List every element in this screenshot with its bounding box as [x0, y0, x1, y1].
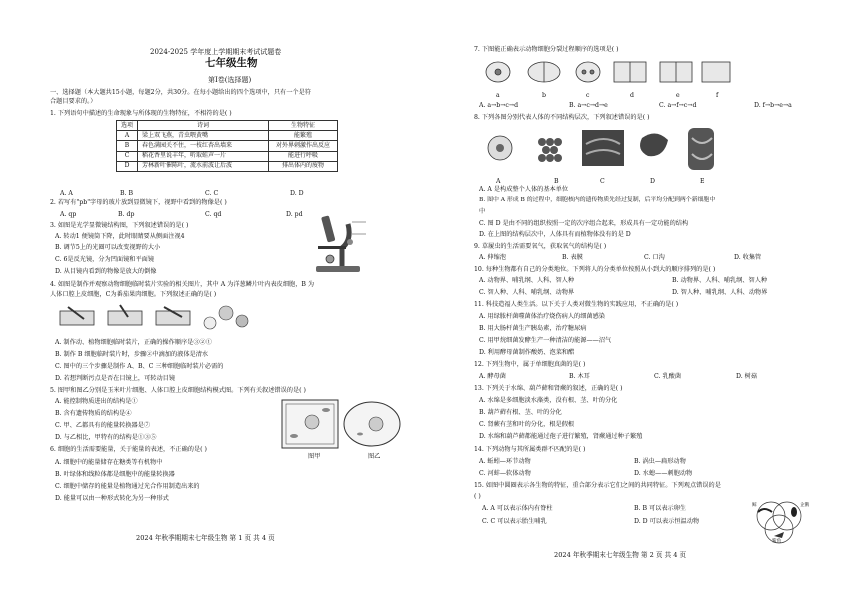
- q14-option-a: A. 蚯蚓—环节动物: [479, 458, 531, 465]
- subject-title: 七年级生物: [205, 57, 258, 69]
- table-cell: 梁上双飞燕，青虫喂黄嘴: [138, 131, 269, 141]
- q12-option-b: B. 木耳: [569, 373, 590, 380]
- q3-option-c: C. 6是反光镜，分为凹面镜和平面镜: [55, 256, 155, 263]
- q1-option-b: B. B: [120, 190, 134, 197]
- exam-year-title: 2024-2025 学年度上学期期末考试试题卷: [150, 48, 282, 56]
- q14-option-c: C. 河蚌—软体动物: [479, 470, 531, 477]
- q5-stem: 5. 图甲和图乙分别是玉米叶片细胞、人体口腔上皮细胞结构模式图。下列有关叙述错误的是( ): [50, 387, 306, 394]
- q5-option-a: A. 能控制物质进出的结构是①: [55, 398, 138, 405]
- q4-stem: 4. 如图是制作并观察动物细胞临时装片实验的相关图片，其中 A 为洋葱鳞片叶内表皮细胞，B 为: [50, 281, 315, 288]
- q15-stem: 15. 如图中圆圈表示各生物的特征，重合部分表示它们之间的共同特征。下列观点错误的是: [474, 482, 721, 489]
- q13-option-d: D. 水绵和葫芦藓都能通过孢子进行繁殖，肾蕨通过种子繁殖: [479, 433, 643, 440]
- table-cell: 对外界刺激作出反应: [269, 141, 338, 151]
- table-cell: B: [117, 141, 138, 151]
- q10-option-d: D. 智人种、哺乳纲、人科、动物界: [672, 289, 768, 296]
- table-cell: 春色满园关不住，一枝红杏出墙来: [138, 141, 269, 151]
- q7-stem: 7. 下图能正确表示动物细胞分裂过程顺序的选项是( ): [474, 46, 619, 53]
- q7-label-c: c: [586, 92, 590, 99]
- q11-option-a: A. 用绿脓杆菌噬菌体治疗烧伤病人的细菌感染: [479, 313, 605, 320]
- q9-stem: 9. 草履虫的生活需要氧气，获取氧气的结构是( ): [474, 243, 607, 250]
- q9-option-c: C. 口沟: [644, 254, 665, 261]
- table-row: [117, 151, 338, 161]
- q5-option-b: B. 含有遗传物质的结构是④: [55, 410, 132, 417]
- q4-stem-2: 人体口腔上皮细胞，C为番茄果肉细胞。下列叙述正确的是( ): [50, 291, 217, 298]
- q6-stem: 6. 细胞的生活需要能量，关于能量的表述，不正确的是( ): [50, 446, 207, 453]
- q7-label-a: a: [496, 92, 500, 99]
- q13-option-a: A. 水绵是多细胞淡水藻类，没有根、茎、叶的分化: [479, 397, 618, 404]
- table-cell: 选项: [117, 121, 138, 131]
- q4-option-d: D. 若想判断污点是否在目镜上，可转动目镜: [55, 375, 176, 382]
- q8-label-e: E: [700, 178, 705, 185]
- q13-stem: 13. 下列关于水绵、葫芦藓和肾蕨的叙述，正确的是( ): [474, 385, 623, 392]
- q1-table: [116, 120, 338, 172]
- q10-stem: 10. 每种生物都有自己的分类地位。下列将人的分类单位按照从小到大的顺序排列的是( ): [474, 266, 716, 273]
- q14-stem: 14. 下列动物与其所属类群不匹配的是( ): [474, 446, 586, 453]
- q7-option-a: A. a→b→c→d: [479, 102, 519, 109]
- q4-option-c: C. 图中的三个步骤是制作 A、B、C 三种细胞临时装片必需的: [55, 363, 224, 370]
- q4-option-a: A. 制作动、植物细胞临时装片，正确的操作顺序是③②①: [55, 339, 212, 346]
- q8-option-c: C. 图 D 是由不同的组织按照一定的次序组合起来，形成具有一定功能的结构: [479, 220, 689, 227]
- q7-option-b: B. a→c→d→e: [569, 102, 608, 109]
- table-cell: 稻花香里说丰年，听取蛙声一片: [138, 151, 269, 161]
- q15-option-c: C. C 可以表示胎生哺乳: [482, 518, 547, 525]
- q12-option-c: C. 乳酸菌: [654, 373, 682, 380]
- q14-option-d: D. 水螅——刺胞动物: [634, 470, 693, 477]
- q3-option-d: D. 从目镜内看到的物像是放大的倒像: [55, 268, 157, 275]
- slide-steps-figure: [58, 303, 258, 331]
- q13-option-c: C. 肾蕨有茎和叶的分化，根是假根: [479, 421, 575, 428]
- table-cell: D: [117, 161, 138, 171]
- q6-option-a: A. 细胞中的能量储存在糖类等有机物中: [55, 459, 163, 466]
- q12-option-a: A. 酵母菌: [479, 373, 506, 380]
- section-instruction-2: 合题目要求的。）: [50, 98, 97, 105]
- q3-stem: 3. 如图是光学显微镜结构图，下列叙述错误的是( ): [50, 222, 189, 229]
- q15-option-b: B. B 可以表示卵生: [634, 505, 687, 512]
- table-cell: 能进行呼吸: [269, 151, 338, 161]
- table-cell: 诗词: [138, 121, 269, 131]
- q7-label-d: d: [630, 92, 634, 99]
- table-cell: A: [117, 131, 138, 141]
- q2-option-a: A. qp: [60, 211, 77, 218]
- q7-label-b: b: [542, 92, 546, 99]
- q2-option-c: C. qd: [205, 211, 222, 218]
- q6-option-d: D. 能量可以由一种形式转化为另一种形式: [55, 495, 169, 502]
- q8-label-b: B: [554, 178, 559, 185]
- q15-stem-2: ( ): [474, 493, 481, 500]
- q7-option-c: C. a→f→c→d: [659, 102, 697, 109]
- fig-label-jia: 图甲: [308, 453, 321, 460]
- page-footer-1: 2024 年秋季期期末七年级生物 第 1 页 共 4 页: [136, 534, 275, 542]
- q1-option-c: C. C: [205, 190, 219, 197]
- table-cell: 排出体内的废物: [269, 161, 338, 171]
- q7-label-e: e: [676, 92, 680, 99]
- q6-option-c: C. 细胞中储存的能量是植物通过光合作用制造出来的: [55, 483, 200, 490]
- venn-label-penguin: 企鹅: [800, 503, 810, 508]
- q7-option-d: D. f→b→e→a: [754, 102, 792, 109]
- q8-option-a: A. A 是构成整个人体的基本单位: [479, 186, 569, 193]
- table-cell: C: [117, 151, 138, 161]
- q10-option-a: A. 动物界、哺乳纲、人科、智人种: [479, 277, 575, 284]
- cell-diagram-figure: [278, 396, 408, 460]
- q11-option-d: D. 利用酵母菌制作酸奶、泡菜和醋: [479, 349, 575, 356]
- q11-stem: 11. 科技造福人类生活。以下关于人类对微生物的实践应用，不正确的是( ): [474, 301, 679, 308]
- q15-option-d: D. D 可以表示恒温动物: [634, 518, 700, 525]
- q6-option-b: B. 叶绿体和线粒体都是细胞中的能量转换器: [55, 471, 175, 478]
- q5-option-c: C. 甲、乙都具有的能量转换器是⑦: [55, 422, 151, 429]
- table-row: [117, 161, 338, 171]
- section-instruction: 一、选择题（本大题共15小题，每题2分，共30分。在每小题给出的四个选项中，只有一个是符: [50, 89, 311, 96]
- q1-option-a: A. A: [60, 190, 73, 197]
- q2-stem: 2. 若写有"pb"字母的玻片放到显微镜下，视野中看到的物像是( ): [50, 199, 227, 206]
- q11-option-c: C. 用甲烷细菌发酵生产一种清洁的能源——沼气: [479, 337, 612, 344]
- q10-option-b: B. 动物界、人科、哺乳纲、智人种: [672, 277, 768, 284]
- q9-option-d: D. 收集管: [734, 254, 762, 261]
- q9-option-a: A. 伸缩泡: [479, 254, 506, 261]
- table-row: [117, 141, 338, 151]
- venn-label-shark: 鲨鱼: [772, 539, 782, 544]
- q2-option-b: B. dp: [118, 211, 135, 218]
- q8-label-d: D: [650, 178, 655, 185]
- table-cell: 芳林新叶催陈叶，流水前波让后波: [138, 161, 269, 171]
- q9-option-b: B. 表膜: [562, 254, 583, 261]
- table-row: [117, 131, 338, 141]
- q8-stem: 8. 下列各图分别代表人体的不同结构层次，下列叙述错误的是( ): [474, 114, 650, 121]
- fig-label-yi: 图乙: [368, 453, 381, 460]
- cell-division-figure: [484, 58, 734, 86]
- table-row: [117, 121, 338, 131]
- q8-option-b-cont: 中: [479, 208, 486, 215]
- table-cell: 能繁殖: [269, 131, 338, 141]
- q14-option-b: B. 涡虫—扁形动物: [634, 458, 686, 465]
- body-levels-figure: [484, 124, 724, 174]
- q10-option-c: C. 智人种、人科、哺乳纲、动物界: [479, 289, 575, 296]
- part-title: 第Ⅰ卷(选择题): [208, 76, 252, 84]
- q13-option-b: B. 葫芦藓有根、茎、叶的分化: [479, 409, 562, 416]
- q5-option-d: D. 与乙相比，甲特有的结构是①③⑤: [55, 434, 157, 441]
- q12-stem: 12. 下列生物中，属于单细胞真菌的是( ): [474, 361, 586, 368]
- q3-option-b: B. 调节5上的光圈可以改变视野的大小: [55, 244, 161, 251]
- page-footer-2: 2024 年秋季期末七年级生物 第 2 页 共 4 页: [554, 551, 687, 559]
- q8-option-b: B. 图中 A 形成 B 的过程中，细胞核内的遗传物质先经过复制，后平均分配到两个新细胞中: [479, 197, 716, 203]
- q2-option-d: D. pd: [286, 211, 303, 218]
- q8-label-a: A: [496, 178, 501, 185]
- q11-option-b: B. 用大肠杆菌生产胰岛素，治疗糖尿病: [479, 325, 587, 332]
- q8-label-c: C: [600, 178, 605, 185]
- microscope-figure: [308, 212, 368, 274]
- venn-label-whale: 鲸: [752, 503, 757, 508]
- q7-label-f: f: [716, 92, 719, 99]
- q4-option-b: B. 制作 B 细胞临时装片时，步骤②中滴加的液体是清水: [55, 351, 209, 358]
- q15-option-a: A. A 可以表示体内有脊柱: [482, 505, 553, 512]
- q8-option-d: D. 在上图的结构层次中，人体具有而植物体没有的是 D: [479, 231, 631, 238]
- q1-option-d: D. D: [290, 190, 304, 197]
- q3-option-a: A. 转动1 便镜筒下降，此时眼睛要从侧面注视4: [55, 233, 185, 240]
- table-cell: 生物特征: [269, 121, 338, 131]
- q12-option-d: D. 树菇: [736, 373, 758, 380]
- q1-stem: 1. 下列语句中描述的生命现象与所体现的生物特征，不相符的是( ): [50, 110, 232, 117]
